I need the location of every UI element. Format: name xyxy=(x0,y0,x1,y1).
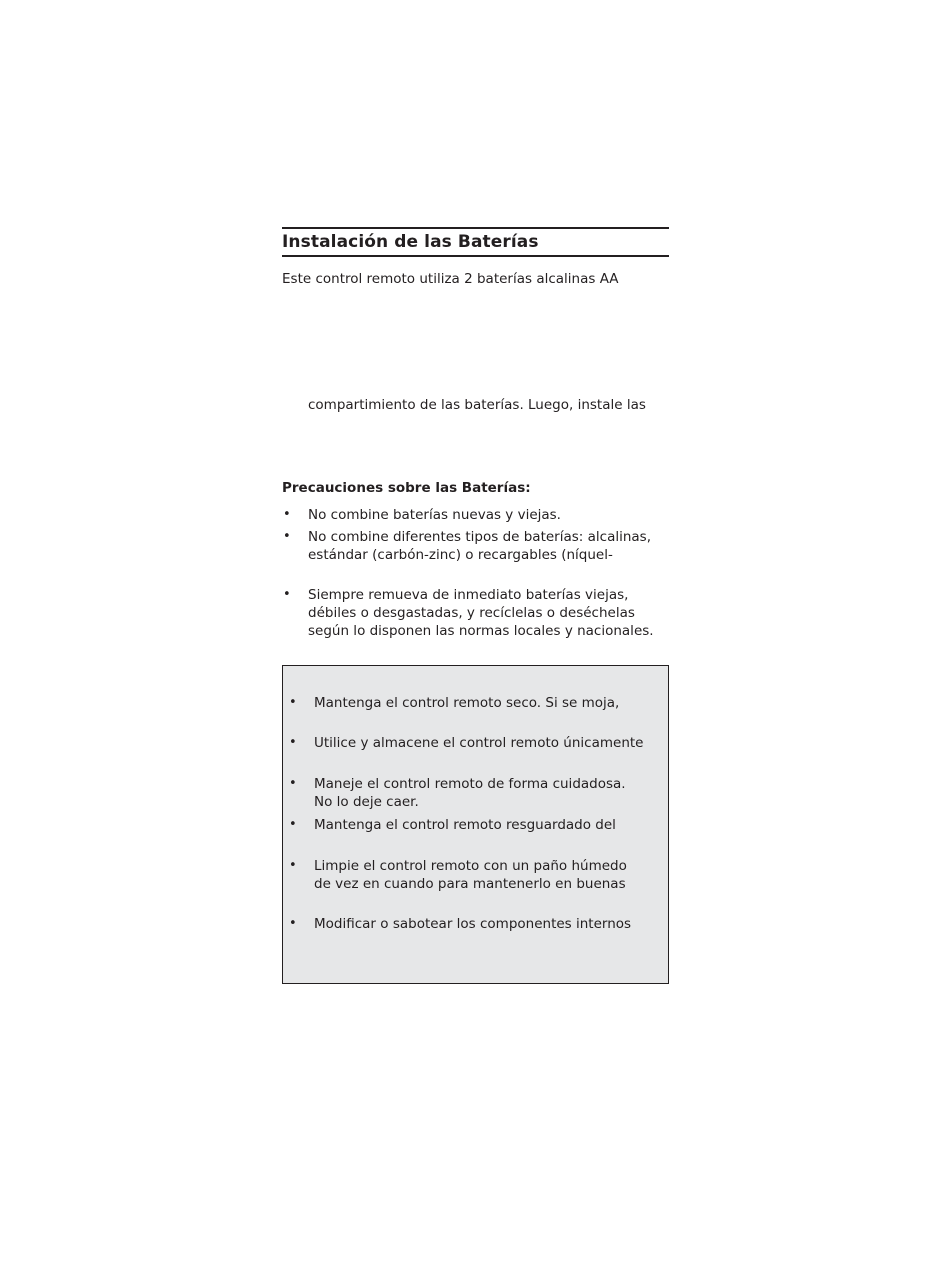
care-bullet: • xyxy=(289,695,297,710)
rule-bottom xyxy=(282,255,669,257)
care-bullet: • xyxy=(289,735,297,750)
rule-top xyxy=(282,227,669,229)
precaution-item: No combine diferentes tipos de baterías: alcalinas, xyxy=(308,529,651,545)
precaution-item-line: estándar (carbón-zinc) o recargables (níquel- xyxy=(308,547,613,563)
precaution-bullet: • xyxy=(283,529,291,544)
section-title: Instalación de las Baterías xyxy=(282,232,539,252)
care-item-line: No lo deje caer. xyxy=(314,794,419,810)
care-bullet: • xyxy=(289,817,297,832)
step-text: compartimiento de las baterías. Luego, instale las xyxy=(308,397,646,413)
precaution-item: Siempre remueva de inmediato baterías viejas, xyxy=(308,587,629,603)
precaution-item: No combine baterías nuevas y viejas. xyxy=(308,507,561,523)
precaution-bullet: • xyxy=(283,507,291,522)
care-item: Mantenga el control remoto seco. Si se moja, xyxy=(314,695,620,711)
precaution-item-line: débiles o desgastadas, y recíclelas o deséchelas xyxy=(308,605,635,621)
precaution-item-line: según lo disponen las normas locales y nacionales. xyxy=(308,623,654,639)
care-bullet: • xyxy=(289,858,297,873)
care-bullet: • xyxy=(289,776,297,791)
care-item: Maneje el control remoto de forma cuidadosa. xyxy=(314,776,626,792)
precautions-title: Precauciones sobre las Baterías: xyxy=(282,480,531,496)
care-item-line: de vez en cuando para mantenerlo en buenas xyxy=(314,876,626,892)
intro-text: Este control remoto utiliza 2 baterías alcalinas AA xyxy=(282,271,619,287)
care-item: Modificar o sabotear los componentes internos xyxy=(314,916,632,932)
care-item: Mantenga el control remoto resguardado del xyxy=(314,817,616,833)
care-item: Limpie el control remoto con un paño húmedo xyxy=(314,858,627,874)
care-item: Utilice y almacene el control remoto únicamente xyxy=(314,735,644,751)
care-bullet: • xyxy=(289,916,297,931)
precaution-bullet: • xyxy=(283,587,291,602)
